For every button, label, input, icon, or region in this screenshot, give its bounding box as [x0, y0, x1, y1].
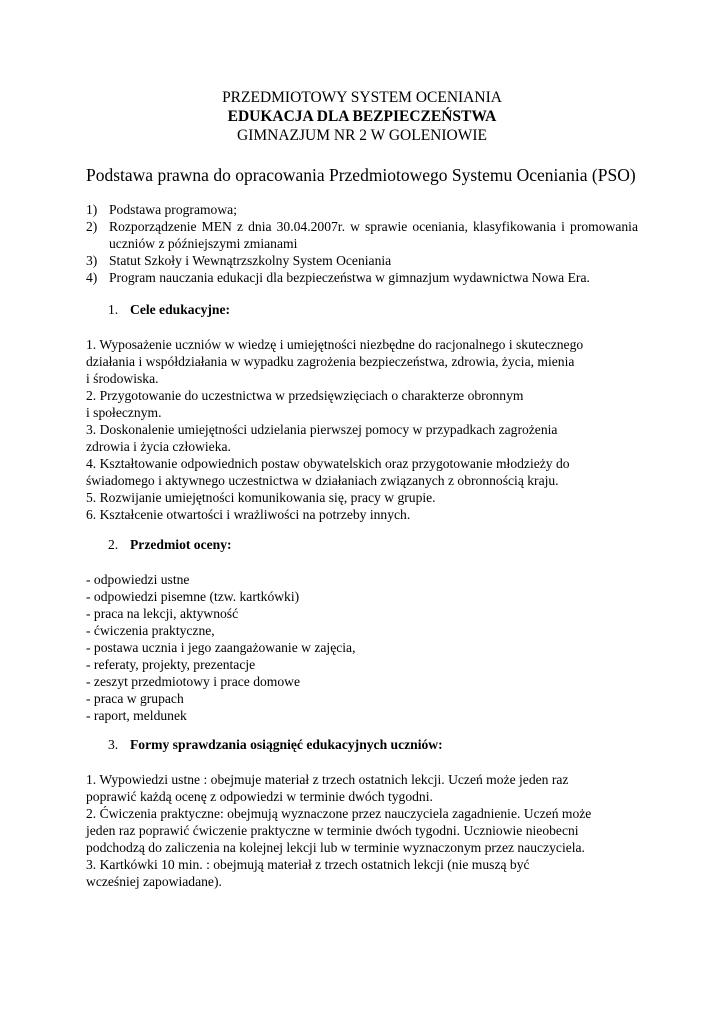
text-line: - odpowiedzi ustne	[86, 572, 190, 587]
list-item-text: Statut Szkoły i Wewnątrzszkolny System Oceniania	[109, 253, 392, 268]
text-line: świadomego i aktywnego uczestnictwa w działaniach związanych z obronnością kraju.	[86, 473, 559, 488]
text-line: działania i współdziałania w wypadku zagrożenia bezpieczeństwa, zdrowia, życia, mienia	[86, 354, 575, 369]
section-body-goals	[86, 336, 638, 523]
legal-basis-list	[86, 201, 638, 286]
text-line: 1. Wyposażenie uczniów w wiedzę i umiejętności niezbędne do racjonalnego i skutecznego	[86, 337, 584, 352]
text-line: - praca na lekcji, aktywność	[86, 606, 239, 621]
section-heading-assessment-subject	[108, 537, 232, 553]
section-heading-verification-forms	[108, 737, 443, 753]
text-line: jeden raz poprawić ćwiczenie praktyczne w terminie dwóch tygodni. Uczniowie nieobecni	[86, 823, 579, 838]
section-number: 2.	[108, 537, 119, 552]
text-line: 3. Doskonalenie umiejętności udzielania pierwszej pomocy w przypadkach zagrożenia	[86, 422, 558, 437]
section-title: Formy sprawdzania osiągnięć edukacyjnych uczniów:	[130, 737, 443, 752]
list-item-number: 4)	[86, 270, 98, 285]
header-school-line: GIMNAZJUM NR 2 W GOLENIOWIE	[237, 127, 487, 144]
text-line: 6. Kształcenie otwartości i wrażliwości na potrzeby innych.	[86, 507, 411, 522]
text-line: 5. Rozwijanie umiejętności komunikowania się, pracy w grupie.	[86, 490, 436, 505]
text-line: i społecznym.	[86, 405, 162, 420]
text-line: 4. Kształtowanie odpowiednich postaw obywatelskich oraz przygotowanie młodzieży do	[86, 456, 570, 471]
text-line: 1. Wypowiedzi ustne : obejmuje materiał z trzech ostatnich lekcji. Uczeń może jeden raz	[86, 772, 569, 787]
legal-basis-heading: Podstawa prawna do opracowania Przedmiotowego Systemu Oceniania (PSO)	[86, 165, 636, 185]
text-line: zdrowia i życia człowieka.	[86, 439, 231, 454]
list-item-text: Podstawa programowa;	[109, 202, 237, 217]
text-line: 2. Ćwiczenia praktyczne: obejmują wyznaczone przez nauczyciela zagadnienie. Uczeń może	[86, 806, 592, 821]
list-item	[86, 218, 638, 252]
list-item-number: 1)	[86, 202, 98, 217]
list-item-text: Rozporządzenie MEN z dnia 30.04.2007r. w sprawie oceniania, klasyfikowania i promowania uczniów z późniejszymi zmianami	[109, 219, 638, 251]
list-item	[86, 269, 638, 286]
text-line: wcześniej zapowiadane).	[86, 874, 222, 889]
section-title: Przedmiot oceny:	[130, 537, 232, 552]
section-body-verification-forms	[86, 771, 638, 890]
section-body-assessment-subject	[86, 571, 638, 724]
header-subject-line: EDUKACJA DLA BEZPIECZEŃSTWA	[227, 108, 497, 125]
section-number: 1.	[108, 302, 119, 317]
text-line: i środowiska.	[86, 371, 159, 386]
text-line: podchodzą do zaliczenia na kolejnej lekcji lub w terminie wyznaczonym przez nauczyciela.	[86, 840, 585, 855]
section-heading-goals	[108, 302, 230, 318]
text-line: - postawa ucznia i jego zaangażowanie w zajęcia,	[86, 640, 356, 655]
header-title-line: PRZEDMIOTOWY SYSTEM OCENIANIA	[222, 89, 502, 106]
text-line: - zeszyt przedmiotowy i prace domowe	[86, 674, 301, 689]
text-line: - praca w grupach	[86, 691, 184, 706]
section-title: Cele edukacyjne:	[130, 302, 231, 317]
text-line: - raport, meldunek	[86, 708, 187, 723]
list-item	[86, 201, 638, 218]
text-line: - ćwiczenia praktyczne,	[86, 623, 215, 638]
list-item-number: 3)	[86, 253, 98, 268]
section-number: 3.	[108, 737, 119, 752]
list-item-text: Program nauczania edukacji dla bezpieczeństwa w gimnazjum wydawnictwa Nowa Era.	[109, 270, 590, 285]
text-line: 3. Kartkówki 10 min. : obejmują materiał z trzech ostatnich lekcji (nie muszą być	[86, 857, 530, 872]
text-line: 2. Przygotowanie do uczestnictwa w przedsięwzięciach o charakterze obronnym	[86, 388, 524, 403]
text-line: poprawić każdą ocenę z odpowiedzi w terminie dwóch tygodni.	[86, 789, 433, 804]
list-item	[86, 252, 638, 269]
text-line: - odpowiedzi pisemne (tzw. kartkówki)	[86, 589, 300, 604]
text-line: - referaty, projekty, prezentacje	[86, 657, 256, 672]
list-item-number: 2)	[86, 219, 98, 234]
